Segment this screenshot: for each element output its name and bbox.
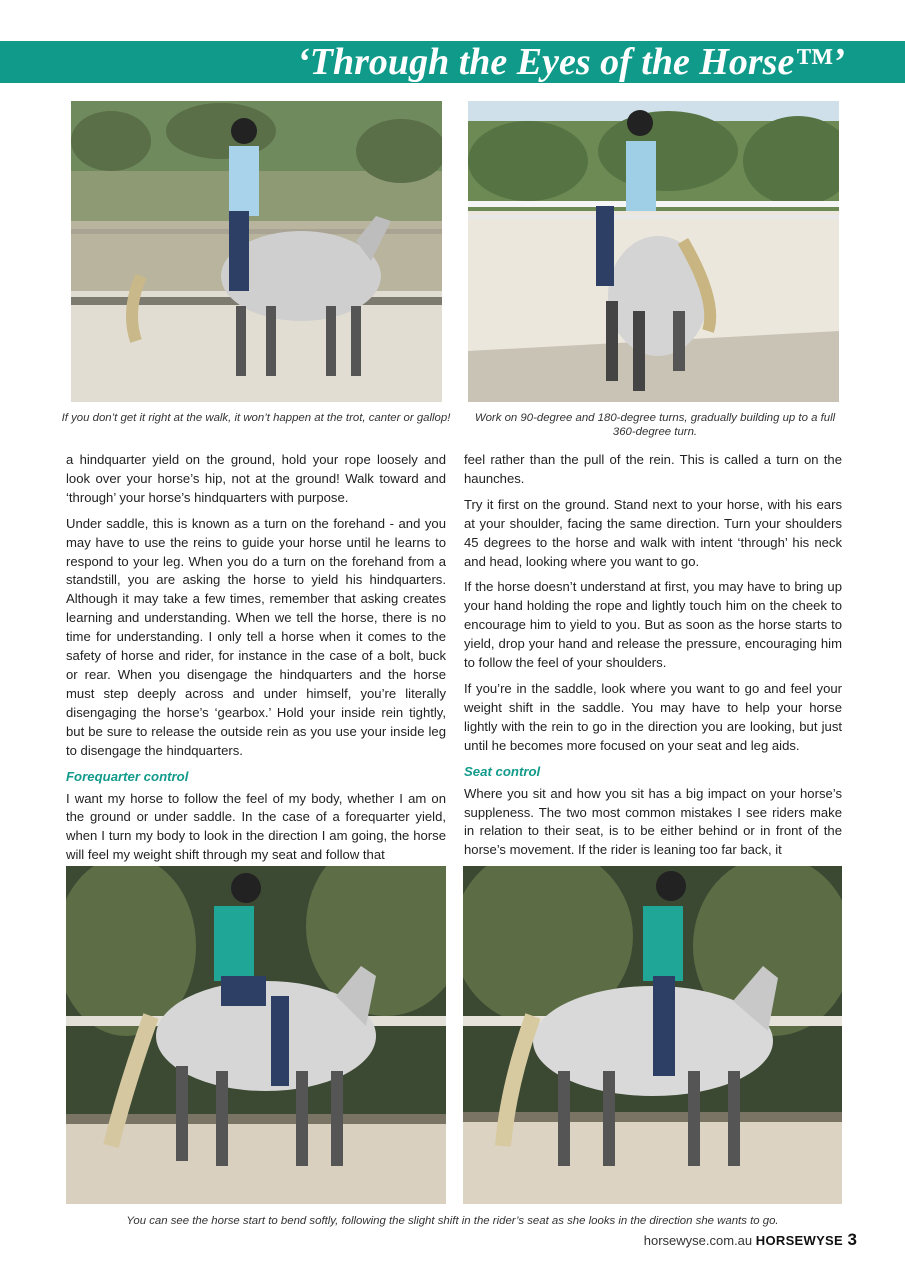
paragraph: feel rather than the pull of the rein. This is called a turn on the haunches. bbox=[464, 452, 842, 486]
paragraph: If you’re in the saddle, look where you want to go and feel your weight shift in the saddle. You may have to help your horse lightly with the rein to go in the direction you are looking, but just until he becomes more focused on your seat and leg aids. bbox=[464, 680, 842, 753]
paragraph: a hindquarter yield on the ground, hold your rope loosely and look over your horse’s hip, not at the ground! Walk toward and ‘through’ your horse’s hindquarters with purpose. bbox=[66, 452, 446, 505]
section-heading-forequarter: Forequarter control bbox=[66, 768, 189, 784]
article-column-left bbox=[66, 451, 446, 872]
photo-horse-bend bbox=[66, 866, 446, 1204]
caption-top-left: If you don’t get it right at the walk, it won’t happen at the trot, canter or gallop! bbox=[61, 412, 451, 424]
photo-horse-forward bbox=[463, 866, 842, 1204]
paragraph: If the horse doesn’t understand at first, you may have to bring up your hand holding the rope and lightly touch him on the cheek to encourage him to yield to you. But as soon as the horse starts to yield, drop your hand and release the pressure, encouraging him to follow the feel of your shoulders. bbox=[464, 579, 842, 671]
page-number: 3 bbox=[847, 1230, 857, 1249]
footer-url: horsewyse.com.au bbox=[643, 1233, 753, 1248]
article-column-right bbox=[464, 451, 842, 867]
photo-rider-turn bbox=[468, 101, 839, 402]
footer bbox=[644, 1233, 843, 1248]
page-title: ‘Through the Eyes of the Horse™’ bbox=[297, 41, 845, 83]
paragraph: Where you sit and how you sit has a big impact on your horse’s suppleness. The two most common mistakes I see riders make in relation to their seat, is to be either behind or in front of the horse’s movement. If the rider is leaning too far back, it bbox=[464, 785, 842, 858]
paragraph: I want my horse to follow the feel of my body, whether I am on the ground or under saddle. In the case of a forequarter yield, when I turn my body to look in the direction I am going, the horse will feel my weight shift through my seat and follow that bbox=[66, 790, 446, 863]
photo-rider-walk bbox=[71, 101, 442, 402]
paragraph: Try it first on the ground. Stand next to your horse, with his ears at your shoulder, facing the same direction. Turn your shoulders 45 degrees to the horse and walk with intent ‘through’ his neck and head, looking where you want to go. bbox=[464, 496, 842, 569]
section-heading-seat: Seat control bbox=[464, 763, 541, 779]
caption-top-right: Work on 90-degree and 180-degree turns, gradually building up to a full 360-degree turn. bbox=[474, 412, 836, 438]
footer-brand: HORSEWYSE bbox=[755, 1233, 843, 1248]
paragraph: Under saddle, this is known as a turn on the forehand - and you may have to use the reins to guide your horse until he learns to respond to your leg. When you do a turn on the forehand from a standstill, you are asking the horse to yield his hindquarters. Although it may take a few times, remember that asking creates learning and understanding. When we tell the horse, there is no time for understanding. I only tell a horse when it comes to the safety of horse and rider, for instance in the case of a bolt, buck or rear. When you disengage the hindquarters and the horse must step deeply across and under himself, you’re literally disengaging the horse’s ‘gearbox.’ Hold your inside rein tightly, but be sure to release the outside rein as you use your inside leg to disengage the hindquarters. bbox=[66, 515, 446, 758]
header-banner bbox=[0, 41, 905, 83]
caption-bottom: You can see the horse start to bend softly, following the slight shift in the rider’s seat as she looks in the direction she wants to go. bbox=[126, 1215, 779, 1227]
